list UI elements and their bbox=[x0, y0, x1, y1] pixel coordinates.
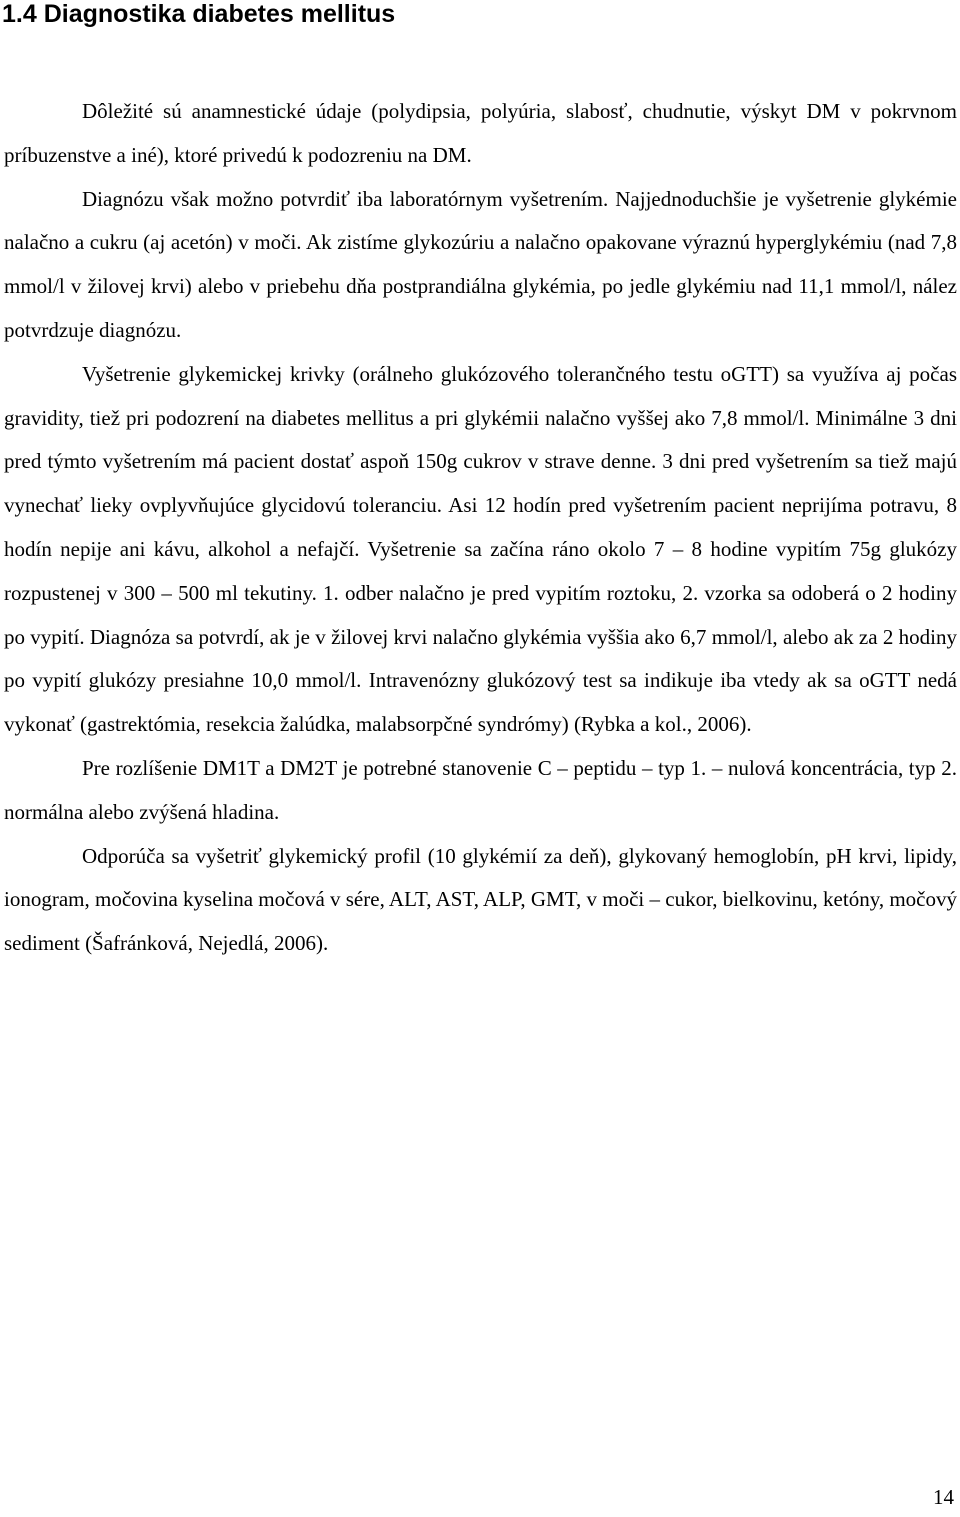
paragraph-symptoms: Dôležité sú anamnestické údaje (polydipsia, polyúria, slabosť, chudnutie, výskyt DM v pokrvnom príbuzenstve a iné), ktoré privedú k podozreniu na DM. bbox=[4, 99, 957, 167]
page-number: 14 bbox=[933, 1485, 954, 1509]
section-heading: 1.4 Diagnostika diabetes mellitus bbox=[2, 0, 396, 28]
paragraph-laboratory-diagnosis: Diagnózu však možno potvrdiť iba laboratórnym vyšetrením. Najjednoduchšie je vyšetrenie glykémie nalačno a cukru (aj acetón) v moči. Ak zistíme glykozúriu a nalačno opakovane výraznú hyperglykémiu (nad 7,8 mmol/l v žilovej krvi) alebo v priebehu dňa postprandiálna glykémia, po jedle glykémiu nad 11,1 mmol/l, nález potvrdzuje diagnózu. bbox=[4, 186, 957, 342]
paragraph-recommended-tests: Odporúča sa vyšetriť glykemický profil (10 glykémií za deň), glykovaný hemoglobín, pH krvi, lipidy, ionogram, močovina kyselina močová v sére, ALT, AST, ALP, GMT, v moči – cukor, bielkovinu, ketóny, močový sediment (Šafránková, Nejedlá, 2006). bbox=[4, 843, 957, 956]
body-text bbox=[4, 90, 957, 966]
paragraph-ogtt: Vyšetrenie glykemickej krivky (orálneho glukózového tolerančného testu oGTT) sa využíva aj počas gravidity, tiež pri podozrení na diabetes mellitus a pri glykémii nalačno vyššej ako 7,8 mmol/l. Minimálne 3 dni pred týmto vyšetrením má pacient dostať aspoň 150g cukrov v strave denne. 3 dni pred vyšetrením sa tiež majú vynechať lieky ovplyvňujúce glycidovú toleranciu. Asi 12 hodín pred vyšetrením pacient neprijíma potravu, 8 hodín nepije ani kávu, alkohol a nefajčí. Vyšetrenie sa začína ráno okolo 7 – 8 hodine vypitím 75g glukózy rozpustenej v 300 – 500 ml tekutiny. 1. odber nalačno je pred vypitím roztoku, 2. vzorka sa odoberá o 2 hodiny po vypití. Diagnóza sa potvrdí, ak je v žilovej krvi nalačno glykémia vyššia ako 6,7 mmol/l, alebo ak za 2 hodiny po vypití glukózy presiahne 10,0 mmol/l. Intravenózny glukózový test sa indikuje iba vtedy ak sa oGTT nedá vykonať (gastrektómia, resekcia žalúdka, malabsorpčné syndrómy) (Rybka a kol., 2006). bbox=[4, 361, 957, 737]
paragraph-c-peptide: Pre rozlíšenie DM1T a DM2T je potrebné stanovenie C – peptidu – typ 1. – nulová koncentrácia, typ 2. normálna alebo zvýšená hladina. bbox=[4, 755, 957, 824]
